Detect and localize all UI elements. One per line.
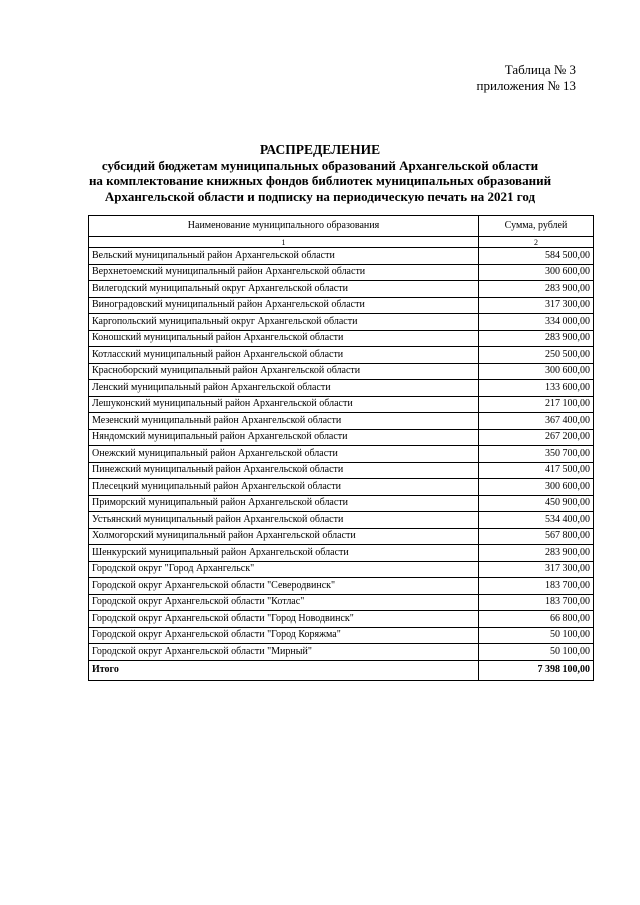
table-row xyxy=(89,297,594,314)
title-heading: РАСПРЕДЕЛЕНИЕ xyxy=(259,142,381,157)
title-subline-1: субсидий бюджетам муниципальных образований Архангельской области xyxy=(101,157,539,173)
column-index-row xyxy=(89,237,594,248)
table-body xyxy=(89,248,594,661)
table-row xyxy=(89,611,594,628)
municipality-name: Вельский муниципальный район Архангельской области xyxy=(89,248,479,265)
subsidy-sum: 567 800,00 xyxy=(479,528,594,545)
table-reference xyxy=(477,62,576,94)
table-row xyxy=(89,314,594,331)
table-row xyxy=(89,545,594,562)
municipality-name: Мезенский муниципальный район Архангельской области xyxy=(89,413,479,430)
municipality-name: Лешуконский муниципальный район Архангельской области xyxy=(89,396,479,413)
municipality-name: Каргопольский муниципальный округ Архангельской области xyxy=(89,314,479,331)
table-number: Таблица № 3 xyxy=(504,62,576,77)
table-row xyxy=(89,578,594,595)
table-row xyxy=(89,281,594,298)
table-row xyxy=(89,264,594,281)
table-row xyxy=(89,512,594,529)
total-sum: 7 398 100,00 xyxy=(479,660,594,680)
municipality-name: Вилегодский муниципальный округ Архангельской области xyxy=(89,281,479,298)
municipality-name: Приморский муниципальный район Архангельской области xyxy=(89,495,479,512)
subsidy-sum: 283 900,00 xyxy=(479,330,594,347)
subsidy-sum: 534 400,00 xyxy=(479,512,594,529)
municipality-name: Городской округ Архангельской области "Мирный" xyxy=(89,644,479,661)
municipality-name: Коношский муниципальный район Архангельской области xyxy=(89,330,479,347)
subsidy-sum: 50 100,00 xyxy=(479,644,594,661)
municipality-name: Городской округ Архангельской области "Котлас" xyxy=(89,594,479,611)
subsidy-sum: 300 600,00 xyxy=(479,264,594,281)
subsidy-sum: 183 700,00 xyxy=(479,578,594,595)
table-row xyxy=(89,413,594,430)
table-row xyxy=(89,462,594,479)
column-header-name: Наименование муниципального образования xyxy=(89,216,479,237)
municipality-name: Верхнетоемский муниципальный район Архангельской области xyxy=(89,264,479,281)
municipality-name: Красноборский муниципальный район Архангельской области xyxy=(89,363,479,380)
table-row xyxy=(89,347,594,364)
table-header-row xyxy=(89,216,594,237)
municipality-name: Холмогорский муниципальный район Архангельской области xyxy=(89,528,479,545)
distribution-table xyxy=(88,215,594,681)
appendix-number: приложения № 13 xyxy=(476,78,576,93)
table-row xyxy=(89,380,594,397)
column-index-1: 1 xyxy=(89,237,479,248)
subsidy-sum: 217 100,00 xyxy=(479,396,594,413)
title-subline-3: Архангельской области и подписку на периодическую печать на 2021 год xyxy=(104,188,536,204)
subsidy-sum: 367 400,00 xyxy=(479,413,594,430)
subsidy-sum: 250 500,00 xyxy=(479,347,594,364)
municipality-name: Няндомский муниципальный район Архангельской области xyxy=(89,429,479,446)
table-row xyxy=(89,479,594,496)
title-subline-2: на комплектование книжных фондов библиотек муниципальных образований xyxy=(88,173,552,188)
table-row xyxy=(89,429,594,446)
subsidy-sum: 267 200,00 xyxy=(479,429,594,446)
subsidy-sum: 183 700,00 xyxy=(479,594,594,611)
subsidy-sum: 450 900,00 xyxy=(479,495,594,512)
subsidy-sum: 50 100,00 xyxy=(479,627,594,644)
subsidy-sum: 317 300,00 xyxy=(479,297,594,314)
municipality-name: Котласский муниципальный район Архангельской области xyxy=(89,347,479,364)
subsidy-sum: 283 900,00 xyxy=(479,545,594,562)
municipality-name: Виноградовский муниципальный район Архангельской области xyxy=(89,297,479,314)
column-header-sum: Сумма, рублей xyxy=(479,216,594,237)
total-row xyxy=(89,660,594,680)
municipality-name: Ленский муниципальный район Архангельской области xyxy=(89,380,479,397)
table-row xyxy=(89,644,594,661)
municipality-name: Пинежский муниципальный район Архангельской области xyxy=(89,462,479,479)
subsidy-sum: 283 900,00 xyxy=(479,281,594,298)
subsidy-sum: 334 000,00 xyxy=(479,314,594,331)
total-label: Итого xyxy=(89,660,479,680)
municipality-name: Шенкурский муниципальный район Архангельской области xyxy=(89,545,479,562)
table-row xyxy=(89,248,594,265)
subsidy-sum: 584 500,00 xyxy=(479,248,594,265)
table-row xyxy=(89,446,594,463)
table-row xyxy=(89,495,594,512)
municipality-name: Городской округ Архангельской области "Северодвинск" xyxy=(89,578,479,595)
subsidy-sum: 317 300,00 xyxy=(479,561,594,578)
table-row xyxy=(89,396,594,413)
document-title xyxy=(0,142,640,204)
subsidy-sum: 350 700,00 xyxy=(479,446,594,463)
subsidy-sum: 300 600,00 xyxy=(479,363,594,380)
table-row xyxy=(89,363,594,380)
municipality-name: Городской округ "Город Архангельск" xyxy=(89,561,479,578)
municipality-name: Плесецкий муниципальный район Архангельской области xyxy=(89,479,479,496)
column-index-2: 2 xyxy=(479,237,594,248)
table-row xyxy=(89,561,594,578)
table-row xyxy=(89,528,594,545)
table-row xyxy=(89,627,594,644)
table-row xyxy=(89,330,594,347)
municipality-name: Городской округ Архангельской области "Город Коряжма" xyxy=(89,627,479,644)
table-row xyxy=(89,594,594,611)
municipality-name: Устьянский муниципальный район Архангельской области xyxy=(89,512,479,529)
subsidy-sum: 300 600,00 xyxy=(479,479,594,496)
subsidy-sum: 133 600,00 xyxy=(479,380,594,397)
subsidy-sum: 417 500,00 xyxy=(479,462,594,479)
municipality-name: Городской округ Архангельской области "Город Новодвинск" xyxy=(89,611,479,628)
subsidy-sum: 66 800,00 xyxy=(479,611,594,628)
municipality-name: Онежский муниципальный район Архангельской области xyxy=(89,446,479,463)
